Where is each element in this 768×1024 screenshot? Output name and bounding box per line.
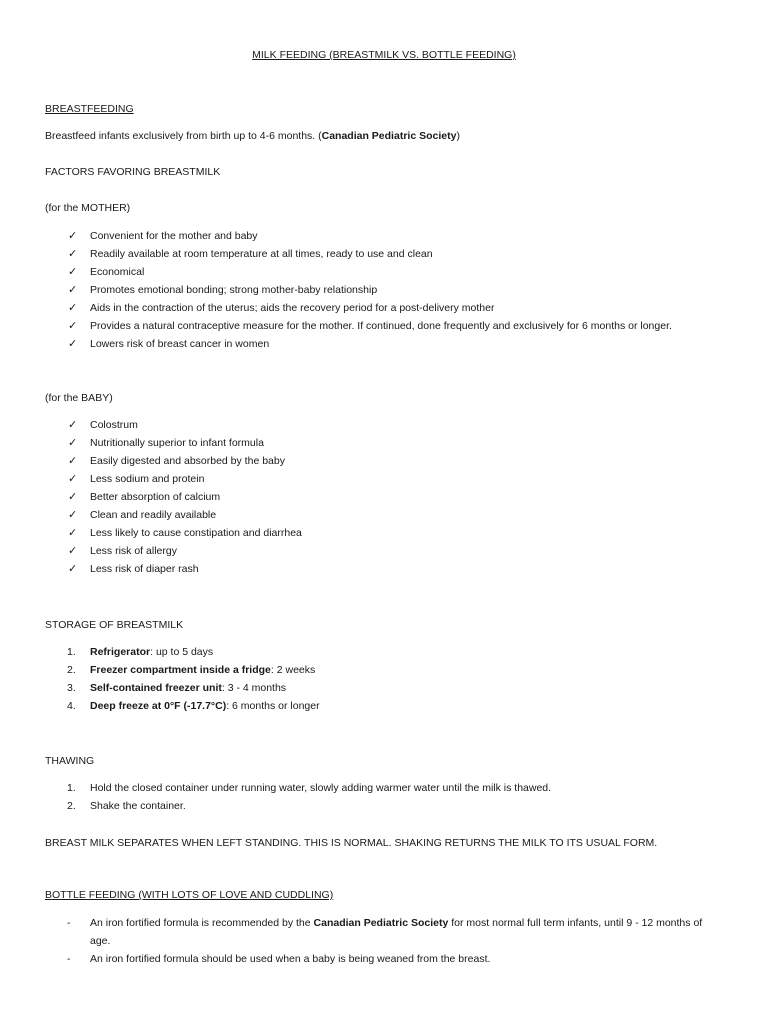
list-item — [45, 488, 708, 506]
list-item — [45, 779, 708, 797]
list-item — [45, 950, 708, 968]
bottle-heading-text: BOTTLE FEEDING (WITH LOTS OF LOVE AND CUDDLING) — [45, 889, 334, 901]
list-number: 1. — [67, 646, 76, 658]
list-item-text: Nutritionally superior to infant formula — [90, 437, 264, 449]
list-item — [45, 299, 708, 317]
list-item-text: Easily digested and absorbed by the baby — [90, 455, 285, 467]
list-item-text: Convenient for the mother and baby — [90, 230, 258, 242]
document-title: MILK FEEDING (BREASTMILK VS. BOTTLE FEEDING) — [252, 49, 516, 61]
list-item-text: Shake the container. — [90, 800, 186, 812]
list-item-text: Less sodium and protein — [90, 473, 205, 485]
check-icon: ✓ — [68, 338, 78, 350]
list-item — [45, 263, 708, 281]
list-item — [45, 697, 708, 715]
list-number: 1. — [67, 782, 76, 794]
check-icon: ✓ — [68, 509, 78, 521]
breastfeeding-intro — [45, 127, 708, 145]
list-item — [45, 452, 708, 470]
storage-list-container — [45, 643, 708, 715]
list-item — [45, 245, 708, 263]
list-item — [45, 560, 708, 578]
check-icon: ✓ — [68, 545, 78, 557]
list-number: 4. — [67, 700, 76, 712]
thawing-list — [45, 779, 708, 815]
mother-list-container — [45, 227, 708, 353]
storage-list — [45, 643, 708, 715]
thawing-list-container — [45, 779, 708, 815]
intro-source: Canadian Pediatric Society — [321, 130, 457, 142]
check-icon: ✓ — [68, 455, 78, 467]
list-item-text: Promotes emotional bonding; strong mother-baby relationship — [90, 284, 378, 296]
check-icon: ✓ — [68, 563, 78, 575]
list-item-text: Colostrum — [90, 419, 138, 431]
list-item-text: Less risk of allergy — [90, 545, 177, 557]
list-item-text-end: for most normal full term infants, until 9 - 12 months of age. — [90, 917, 703, 947]
list-item — [45, 661, 708, 679]
breastfeeding-heading — [45, 100, 708, 118]
list-item-text: Better absorption of calcium — [90, 491, 221, 503]
bottle-list-container — [45, 914, 708, 968]
list-item-text: Economical — [90, 266, 145, 278]
list-item — [45, 542, 708, 560]
intro-text: Breastfeed infants exclusively from birth up to 4-6 months. ( — [45, 130, 322, 142]
check-icon: ✓ — [68, 284, 78, 296]
list-item-text: Aids in the contraction of the uterus; aids the recovery period for a post-delivery mother — [90, 302, 495, 314]
check-icon: ✓ — [68, 527, 78, 539]
list-item — [45, 335, 708, 353]
dash-marker: - — [67, 917, 71, 929]
check-icon: ✓ — [68, 320, 78, 332]
thawing-heading: THAWING — [45, 755, 95, 767]
storage-duration: : 6 months or longer — [226, 700, 320, 712]
storage-duration: : up to 5 days — [150, 646, 214, 658]
list-item — [45, 797, 708, 815]
list-item-text: Provides a natural contraceptive measure for the mother. If continued, done frequently and exclusively for 6 months or longer. — [90, 320, 672, 332]
storage-duration: : 3 - 4 months — [221, 682, 287, 694]
list-item — [45, 506, 708, 524]
list-item — [45, 281, 708, 299]
baby-benefits-list — [45, 416, 708, 578]
list-item-text: An iron fortified formula should be used when a baby is being weaned from the breast. — [90, 953, 491, 965]
baby-list-container — [45, 416, 708, 578]
storage-location: Self-contained freezer unit — [90, 682, 222, 694]
list-item — [45, 317, 708, 335]
bottle-feeding-list — [45, 914, 708, 968]
mother-benefits-list — [45, 227, 708, 353]
storage-location: Freezer compartment inside a fridge — [90, 664, 271, 676]
list-item-text: Hold the closed container under running water, slowly adding warmer water until the milk is thawed. — [90, 782, 552, 794]
check-icon: ✓ — [68, 248, 78, 260]
bottle-heading — [45, 886, 708, 904]
list-item-text: Clean and readily available — [90, 509, 217, 521]
storage-heading: STORAGE OF BREASTMILK — [45, 619, 184, 631]
list-item — [45, 524, 708, 542]
list-number: 3. — [67, 682, 76, 694]
breastfeeding-heading-text: BREASTFEEDING — [45, 103, 134, 115]
list-item-text: An iron fortified formula is recommended by the — [90, 917, 314, 929]
check-icon: ✓ — [68, 302, 78, 314]
list-item — [45, 416, 708, 434]
list-item-text: Lowers risk of breast cancer in women — [90, 338, 270, 350]
list-item-text: Less likely to cause constipation and diarrhea — [90, 527, 302, 539]
storage-location: Refrigerator — [90, 646, 151, 658]
list-item — [45, 914, 708, 950]
list-item-text: Readily available at room temperature at all times, ready to use and clean — [90, 248, 433, 260]
check-icon: ✓ — [68, 266, 78, 278]
list-item — [45, 434, 708, 452]
intro-close: ) — [456, 130, 460, 142]
storage-duration: : 2 weeks — [270, 664, 316, 676]
dash-marker: - — [67, 953, 71, 965]
check-icon: ✓ — [68, 419, 78, 431]
list-item-text: Less risk of diaper rash — [90, 563, 199, 575]
check-icon: ✓ — [68, 491, 78, 503]
list-item — [45, 679, 708, 697]
baby-heading: (for the BABY) — [45, 392, 113, 404]
list-item — [45, 470, 708, 488]
list-item-bold: Canadian Pediatric Society — [313, 917, 449, 929]
mother-heading: (for the MOTHER) — [45, 202, 131, 214]
list-item — [45, 643, 708, 661]
check-icon: ✓ — [68, 473, 78, 485]
list-item — [45, 227, 708, 245]
storage-location: Deep freeze at 0°F (-17.7°C) — [90, 700, 227, 712]
check-icon: ✓ — [68, 230, 78, 242]
list-number: 2. — [67, 664, 76, 676]
separates-note: BREAST MILK SEPARATES WHEN LEFT STANDING. THIS IS NORMAL. SHAKING RETURNS THE MILK TO ITS USUAL FORM. — [45, 837, 658, 849]
check-icon: ✓ — [68, 437, 78, 449]
list-number: 2. — [67, 800, 76, 812]
factors-heading: FACTORS FAVORING BREASTMILK — [45, 166, 221, 178]
